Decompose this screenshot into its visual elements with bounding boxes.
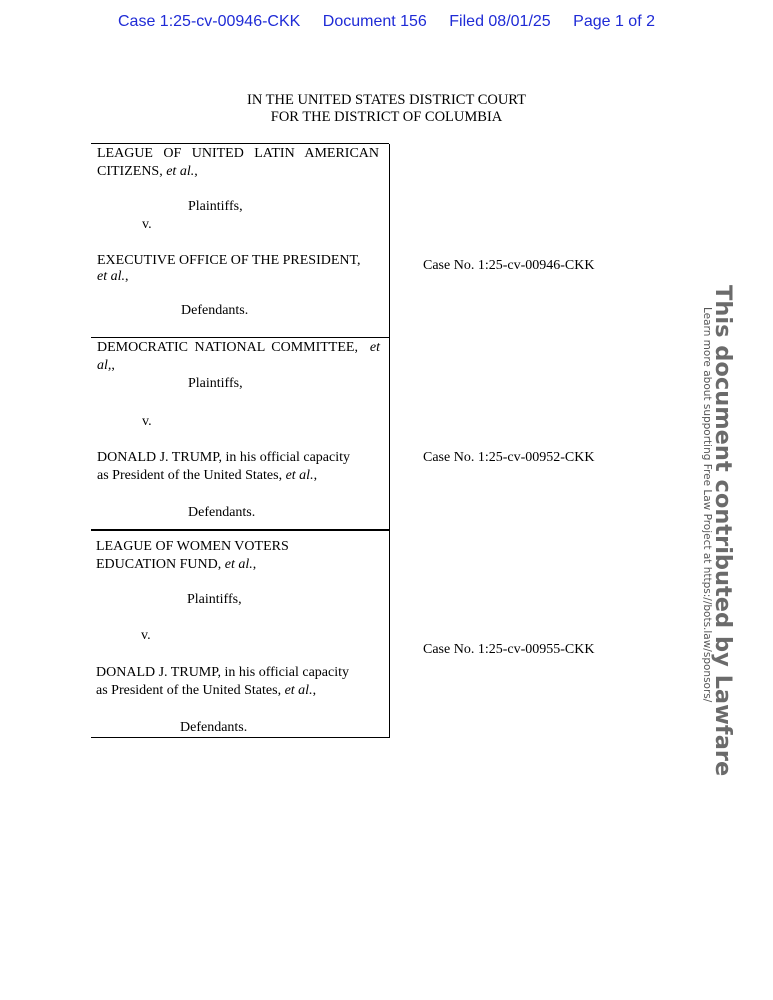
caption-block-3 xyxy=(91,531,390,738)
header-case-number: Case 1:25-cv-00946-CKK xyxy=(118,13,301,30)
plaintiff-et-al: al, xyxy=(97,358,112,373)
plaintiff-name-line2: CITIZENS, et al., xyxy=(97,164,198,179)
defendant-name-line1: DONALD J. TRUMP, in his official capacity xyxy=(97,450,351,465)
plaintiff-et-al: et al. xyxy=(166,164,195,179)
watermark-sub-text: Learn more about supporting Free Law Project at https://bots.law/sponsors/ xyxy=(701,307,713,703)
caption-block-2 xyxy=(91,338,390,531)
versus: v. xyxy=(141,628,151,643)
defendant-et-al: et al. xyxy=(284,683,313,698)
defendants-label: Defendants. xyxy=(188,505,256,520)
case-number-1: Case No. 1:25-cv-00946-CKK xyxy=(423,258,595,273)
defendant-name-line2: et al., xyxy=(97,269,129,284)
ecf-header xyxy=(0,13,773,31)
defendant-et-al: et al. xyxy=(97,269,125,284)
watermark-main-text: This document contributed by Lawfare xyxy=(710,285,736,777)
case-number-3: Case No. 1:25-cv-00955-CKK xyxy=(423,642,595,657)
court-title xyxy=(0,92,773,126)
caption-block-1 xyxy=(91,144,390,338)
defendant-et-al: et al. xyxy=(285,468,314,483)
versus: v. xyxy=(142,217,152,232)
defendants-label: Defendants. xyxy=(181,303,249,318)
header-document-number: Document 156 xyxy=(322,13,427,30)
versus: v. xyxy=(142,414,152,429)
case-number-2: Case No. 1:25-cv-00952-CKK xyxy=(423,450,595,465)
court-title-line2: FOR THE DISTRICT OF COLUMBIA xyxy=(270,109,503,125)
header-page-count: Page 1 of 2 xyxy=(573,13,655,30)
plaintiff-name-line1: DEMOCRATIC NATIONAL COMMITTEE, et xyxy=(97,340,380,355)
plaintiff-name-line2: al,, xyxy=(97,358,115,373)
plaintiffs-label: Plaintiffs, xyxy=(188,199,243,214)
defendant-name-line2: as President of the United States, et al., xyxy=(97,468,318,483)
plaintiffs-label: Plaintiffs, xyxy=(188,376,243,391)
defendant-name-line2: as President of the United States, et al., xyxy=(96,683,317,698)
plaintiff-et-al: et al. xyxy=(224,557,253,572)
defendants-label: Defendants. xyxy=(180,720,248,735)
court-title-line1: IN THE UNITED STATES DISTRICT COURT xyxy=(247,92,526,108)
plaintiffs-label: Plaintiffs, xyxy=(187,592,242,607)
defendant-name-line1: EXECUTIVE OFFICE OF THE PRESIDENT, xyxy=(97,253,361,268)
plaintiff-name-line1: LEAGUE OF WOMEN VOTERS xyxy=(96,539,289,554)
lawfare-watermark xyxy=(701,285,766,777)
plaintiff-name-line2: EDUCATION FUND, et al., xyxy=(96,557,257,572)
defendant-name-line1: DONALD J. TRUMP, in his official capacity xyxy=(96,665,350,680)
header-filed-date: Filed 08/01/25 xyxy=(449,13,551,30)
plaintiff-name-line1: LEAGUE OF UNITED LATIN AMERICAN xyxy=(97,146,379,161)
